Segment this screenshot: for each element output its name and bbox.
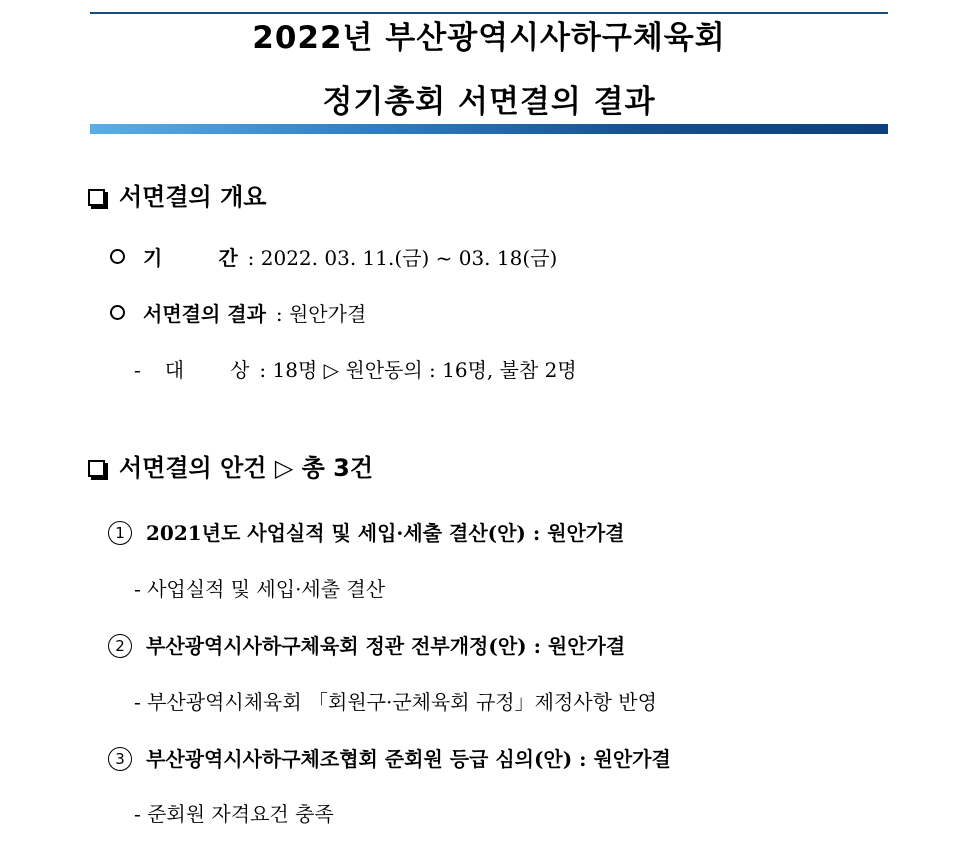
document-title-line1: 2022년 부산광역시사하구체육회: [252, 20, 726, 56]
result-row: [110, 300, 366, 328]
period-label-b: 간: [218, 246, 238, 270]
section-heading-overview-text: 서면결의 개요: [119, 183, 267, 211]
target-value: : 18명 ▷ 원안동의 : 16명, 불참 2명: [259, 358, 577, 382]
agenda-item-1-detail: - 사업실적 및 세입·세출 결산: [134, 577, 386, 601]
section-heading-overview: [88, 182, 266, 212]
target-row: [134, 356, 577, 384]
agenda-item-3-detail: - 준회원 자격요건 충족: [134, 802, 334, 826]
result-value: : 원안가결: [275, 302, 367, 326]
agenda-item-2-title: 부산광역시사하구체육회 정관 전부개정(안) : 원안가결: [146, 634, 626, 658]
target-label-b: 상: [230, 358, 250, 382]
target-label-a: 대: [164, 358, 185, 382]
circled-number-2: 2: [108, 634, 132, 658]
agenda-item-2: [108, 632, 625, 660]
circle-bullet-icon: [110, 249, 125, 264]
target-dash: -: [134, 358, 141, 382]
agenda-item-3-title: 부산광역시사하구체조협회 준회원 등급 심의(안) : 원안가결: [146, 747, 671, 771]
section-heading-agenda-text: 서면결의 안건 ▷ 총 3건: [119, 454, 374, 482]
period-label-a: 기: [143, 246, 163, 270]
agenda-item-3: [108, 745, 671, 773]
circled-number-3: 3: [108, 747, 132, 771]
circled-number-1: 1: [108, 521, 132, 545]
section-heading-agenda: [88, 453, 373, 483]
agenda-item-2-detail: - 부산광역시체육회 「회원구·군체육회 규정」제정사항 반영: [134, 690, 657, 714]
agenda-item-1: [108, 519, 624, 547]
square-bullet-icon: [88, 460, 105, 477]
agenda-item-1-title: 2021년도 사업실적 및 세입·세출 결산(안) : 원안가결: [146, 521, 625, 545]
result-label: 서면결의 결과: [143, 302, 266, 326]
circle-bullet-icon: [110, 305, 125, 320]
period-row: [110, 244, 557, 272]
title-underline-bar: [90, 124, 888, 134]
top-rule: [90, 12, 888, 14]
document-title-line2: 정기총회 서면결의 결과: [322, 84, 656, 120]
period-value: : 2022. 03. 11.(금) ~ 03. 18(금): [247, 246, 558, 270]
square-bullet-icon: [88, 189, 105, 206]
